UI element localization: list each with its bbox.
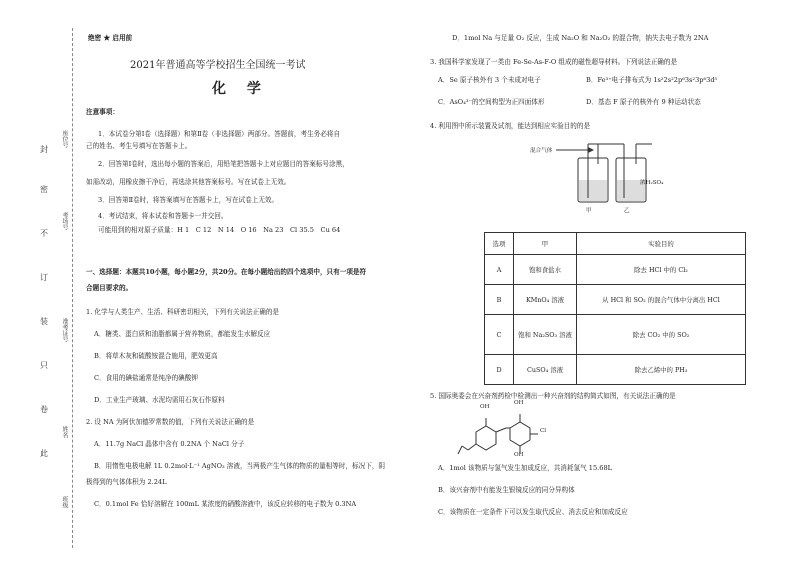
section-heading: 一、选择题：本题共10小题，每小题2分，共20分。在每小题给出的四个选项中，只有一项是符 [86,268,367,276]
q2-option-d: D．1mol Na 与足量 O₂ 反应，生成 Na₂O 和 Na₂O₂ 的混合物，钠失去电子数为 2NA [452,34,709,42]
table-cell: A [485,255,514,285]
q3-option-a: A．Se 原子核外有 3 个未成对电子 [438,76,541,84]
notice-line: 己的姓名、考生号填写在答题卡上。 [86,142,192,150]
binding-char: 此 [40,449,48,458]
notice-line: 3．回答第Ⅱ卷时，将答案填写在答题卡上，写在试卷上无效。 [98,196,279,204]
table-cell: C [485,315,514,355]
question-5-stem: 5. 国际奥委会在兴奋剂药检中检测出一种兴奋剂的结构简式如图，有关说法正确的是 [430,392,676,400]
molecular-structure [448,402,568,462]
notice-heading: 注意事项： [86,108,119,116]
q5-option-c: C．该物质在一定条件下可以发生取代反应、消去反应和加成反应 [438,508,628,516]
q1-option-b: B．将草木灰和硫酸铵混合施用，肥效更高 [94,352,218,360]
bottle-b-label: 乙 [624,208,630,214]
binding-line [72,28,73,548]
options-table [484,232,746,385]
table-header: 实验目的 [577,233,746,255]
oh-label: OH [514,400,524,406]
q1-option-d: D．工业生产玻璃、水泥均需用石灰石作原料 [94,396,225,404]
question-1-stem: 1. 化学与人类生产、生活、科研密切相关，下列有关说法正确的是 [86,308,280,316]
atomic-masses: 可能用到的相对原子质量：H 1 C 12 N 14 O 16 Na 23 Cl 35.5 Cu 64 [98,226,341,234]
oh-label: OH [514,452,524,458]
room-number-label: 考场号 [61,212,68,230]
question-2-stem: 2. 设 NA 为阿伏加德罗常数的值，下列有关说法正确的是 [86,418,255,426]
notice-line: 4．考试结束，将本试卷和答题卡一并交回。 [98,212,228,220]
q1-option-c: C．食用的碘盐通常是纯净的碘酸钾 [94,374,198,382]
q1-option-a: A．糖类、蛋白质和油脂都属于营养物质，都能发生水解反应 [94,330,271,338]
q2-option-b-cont: 极得到的气体体积为 2.24L [86,478,167,486]
binding-char: 卷 [40,405,48,414]
mixed-gas-label: 混合气体 [530,148,553,154]
q3-option-b: B．Fe³⁺电子排布式为 1s²2s²2p⁶3s²3p⁶3d⁵ [586,76,718,84]
subject-title: 化 学 [212,81,269,97]
table-cell: 饱和食盐水 [514,255,577,285]
q2-option-a: A．11.7g NaCl 晶体中含有 0.2NA 个 NaCl 分子 [94,440,245,448]
binding-char: 封 [40,145,48,154]
name-label: 姓名 [61,426,68,438]
q2-option-c: C．0.1mol Fe 恰好溶解在 100mL 某浓度的硝酸溶液中，该反应转移的电子数为 0.3NA [94,500,357,508]
seat-number-label: 座位号 [61,130,68,148]
binding-char: 密 [40,185,48,194]
question-3-stem: 3. 我国科学家发现了一类由 Fe-Se-As-F-O 组成的磁性超导材料。下列说法正确的是 [430,58,678,66]
binding-char: 不 [40,229,48,238]
table-cell: KMnO₄ 溶液 [514,285,577,315]
notice-line: 如需改动，用橡皮擦干净后，再选涂其他答案标号。写在试卷上无效。 [86,178,291,186]
notice-line: 1．本试卷分第Ⅰ卷（选择题）和第Ⅱ卷（非选择题）两部分。答题前，考生务必将自 [98,130,341,138]
table-cell: 除去 CO₂ 中的 SO₂ [577,315,746,355]
class-label: 班级 [61,496,68,508]
secret-mark: 绝密 ★ 启用前 [88,34,133,42]
question-4-stem: 4. 利用图中所示装置及试剂，能达到相应实验目的的是 [430,122,591,130]
q3-option-d: D．基态 F 原子的核外有 9 种运动状态 [586,98,701,106]
bottle-a-label: 甲 [586,208,592,214]
table-header: 甲 [514,233,577,255]
table-cell: D [485,355,514,385]
admission-number-label: 准考证号 [61,318,68,342]
binding-char: 只 [40,361,48,370]
binding-char: 装 [40,317,48,326]
table-cell: 从 HCl 和 SO₂ 的混合气体中分离出 HCl [577,285,746,315]
q5-option-b: B．该兴奋剂中有能发生银镜反应的同分异构体 [438,486,575,494]
q3-option-c: C．AsO₄³⁻的空间构型为正四面体形 [438,98,545,106]
section-heading-cont: 合题目要求的。 [86,284,133,292]
table-cell: 除去 HCl 中的 Cl₂ [577,255,746,285]
q5-option-a: A．1mol 该物质与氢气发生加成反应，共消耗氢气 15.68L [438,464,613,472]
table-cell: B [485,285,514,315]
binding-char: 订 [40,273,48,282]
table-cell: 饱和 Na₂SO₃ 溶液 [514,315,577,355]
table-header: 选项 [485,233,514,255]
exam-title: 2021年普通高等学校招生全国统一考试 [130,60,306,71]
sulfuric-acid-label: 浓H₂SO₄ [640,180,664,186]
table-cell: 除去乙烯中的 PH₃ [577,355,746,385]
table-cell: CuSO₄ 溶液 [514,355,577,385]
oh-label: OH [480,404,490,410]
q2-option-b: B．用惰性电极电解 1L 0.2mol·L⁻¹ AgNO₃ 溶液，当两极产生气体的物质的量相等时，标况下，阴 [94,462,386,470]
notice-line: 2．回答第Ⅰ卷时，选出每小题的答案后，用铅笔把答题卡上对应题目的答案标号涂黑， [98,160,349,168]
cl-label: Cl [540,428,547,434]
